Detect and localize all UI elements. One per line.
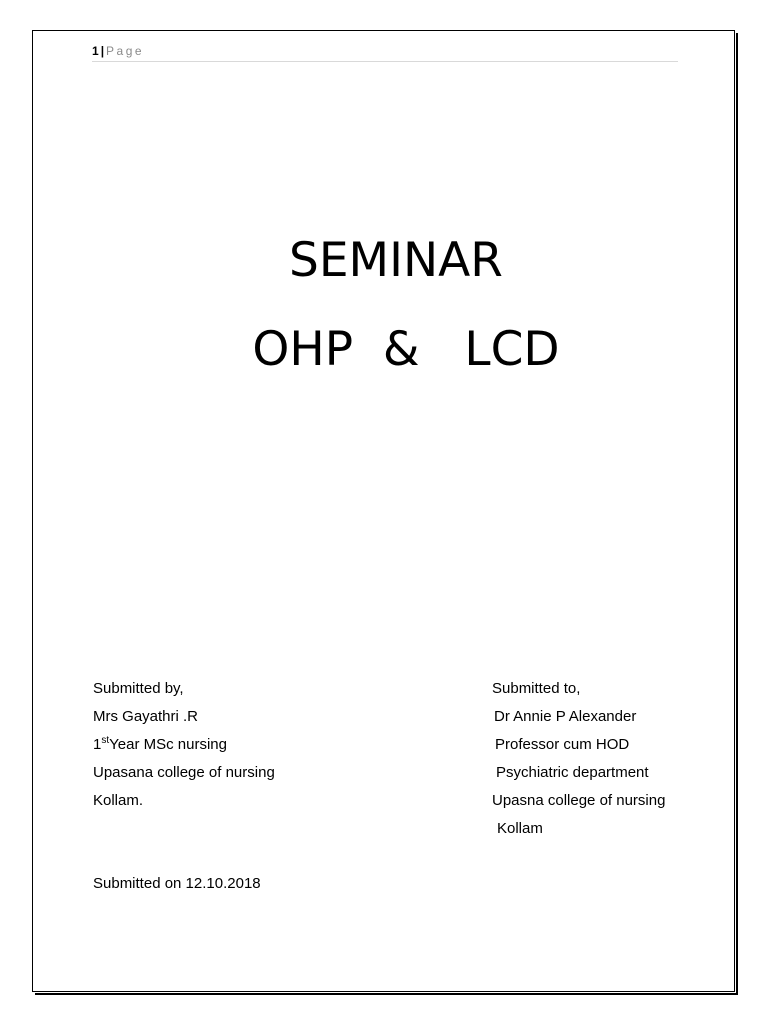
recipient-college: Upasna college of nursing [492,792,666,809]
page-label: Page [106,44,145,58]
document-title: SEMINAR [289,233,503,288]
submitter-college: Upasana college of nursing [93,764,275,781]
year-course: Year MSc nursing [109,736,227,753]
submitted-to-block [492,675,665,843]
year-superscript: st [101,735,110,746]
year-number: 1 [93,736,102,753]
submission-date: Submitted on 12.10.2018 [93,875,261,892]
submitter-name: Mrs Gayathri .R [93,708,199,725]
header-separator: | [100,44,105,58]
page-header [92,43,678,62]
submitted-by-block [93,675,275,815]
recipient-city: Kollam [497,820,543,837]
recipient-designation: Professor cum HOD [495,736,630,753]
submitter-year [93,731,275,759]
submitted-to-heading: Submitted to, [492,680,581,697]
submitter-city: Kollam. [93,792,144,809]
page-number: 1 [92,44,99,58]
submitted-by-heading: Submitted by, [93,680,184,697]
page-border-shadow [35,33,738,995]
document-subtitle: OHP & LCD [252,322,560,377]
recipient-department: Psychiatric department [496,764,649,781]
recipient-name: Dr Annie P Alexander [494,708,637,725]
